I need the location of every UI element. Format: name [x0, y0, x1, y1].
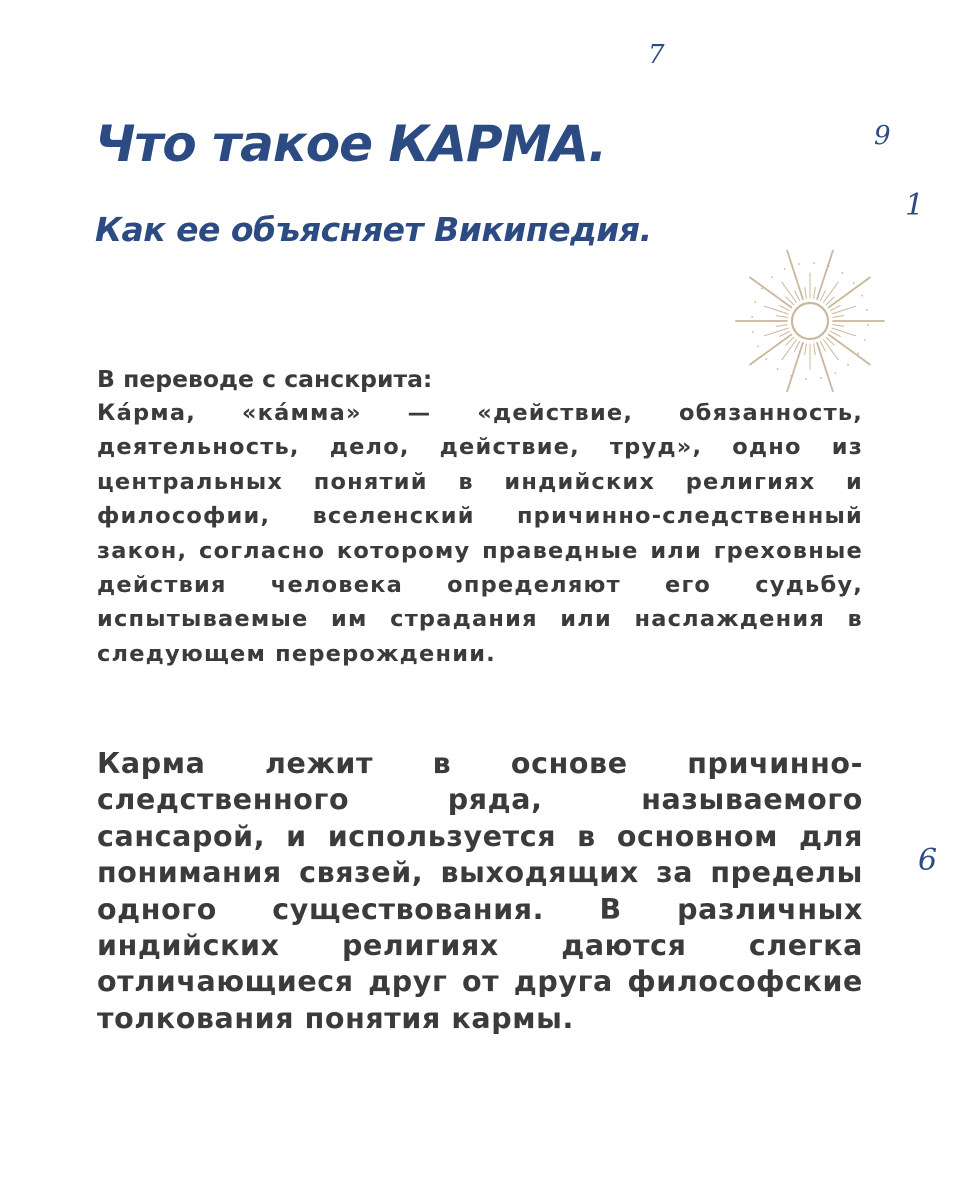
decorative-number-9: 9	[874, 121, 891, 151]
explanation-paragraph: Карма лежит в основе причинно-следственного ряда, называемого сансарой, и используется в основном для понимания связей, выходящих за пределы одного существования. В различных индийских религиях даются слегка отличающиеся друг от друга философские толкования понятия кармы.	[97, 747, 863, 1035]
decorative-number-7: 7	[648, 40, 665, 70]
page-title: Что такое КАРМА.	[95, 115, 607, 173]
decorative-number-6: 6	[918, 843, 938, 878]
page-subtitle: Как ее объясняет Википедия.	[95, 210, 652, 249]
decorative-number-1: 1	[905, 188, 925, 223]
intro-label: В переводе с санскрита:	[97, 365, 433, 393]
definition-paragraph: Ка́рма, «ка́мма» — «действие, обязанность, деятельность, дело, действие, труд», одно из центральных понятий в индийских религиях и философии, вселенский причинно-следственный закон, согласно которому праведные или греховные действия человека определяют его судьбу, испытываемые им страдания или наслаждения в следующем перерождении.	[97, 400, 863, 667]
